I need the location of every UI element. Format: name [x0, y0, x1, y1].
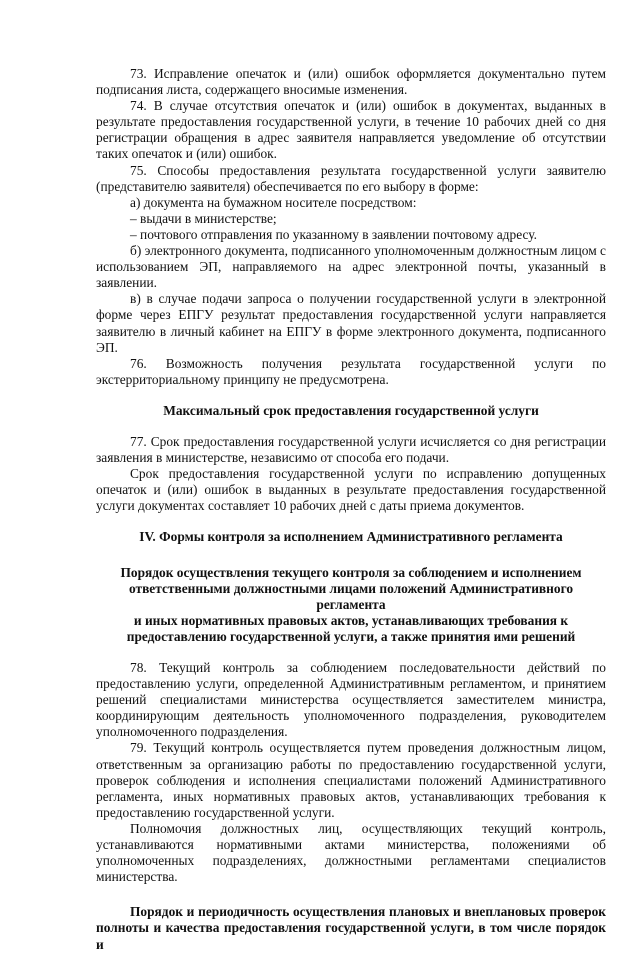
paragraph-75-b: б) электронного документа, подписанного уполномоченным должностным лицом с использованием ЭП, направляемого на адрес электронной почты, указанный в заявлении.	[96, 243, 606, 291]
paragraph-77: 77. Срок предоставления государственной услуги исчисляется со дня регистрации заявления в министерстве, независимо от способа его подачи.	[96, 433, 606, 466]
paragraph-78: 78. Текущий контроль за соблюдением последовательности действий по предоставлению услуги, определенной Административным регламентом, и принятием решений специалистами министерства осуществляется заместителем министра, координирующим деятельность уполномоченного подразделения, руководителем уполномоченного подразделения.	[96, 660, 606, 740]
heading-current-control-line-4: предоставлению государственной услуги, а также принятия ими решений	[126, 628, 576, 644]
paragraph-75: 75. Способы предоставления результата государственной услуги заявителю (представителю заявителя) обеспечивается по его выбору в форме:	[96, 162, 606, 194]
heading-section-4: IV. Формы контроля за исполнением Административного регламента	[139, 529, 563, 545]
paragraph-79: 79. Текущий контроль осуществляется путем проведения должностным лицом, ответственным за организацию работы по предоставлению государственной услуги, проверок соблюдения и исполнения специалистами положений Административного регламента, иных нормативных правовых актов, устанавливающих требования к предоставлению государственной услуги.	[96, 740, 606, 820]
paragraph-77-b: Срок предоставления государственной услуги по исправлению допущенных опечаток и (или) ошибок в выданных в результате предоставления государственной услуги документах составляет 10 рабочих дней с даты приема документов.	[96, 466, 606, 514]
paragraph-74: 74. В случае отсутствия опечаток и (или) ошибок в документах, выданных в результате предоставления государственной услуги, в течение 10 рабочих дней со дня регистрации обращения в адрес заявителя направляется уведомление об отсутствии таких опечаток и (или) ошибок.	[96, 98, 606, 162]
heading-periodic-checks: Порядок и периодичность осуществления плановых и внеплановых проверок полноты и качества предоставления государственной услуги, в том числе порядок и	[96, 904, 606, 952]
heading-max-term: Максимальный срок предоставления государственной услуги	[163, 402, 539, 418]
heading-current-control-line-3: и иных нормативных правовых актов, устанавливающих требования к	[133, 612, 569, 628]
paragraph-75-c: в) в случае подачи запроса о получении государственной услуги в электронной форме через ЕПГУ результат предоставления государственной услуги направляется заявителю в личный кабинет на ЕПГУ в форме электронного документа, подписанного ЭП.	[96, 291, 606, 355]
paragraph-75-a-1: – выдачи в министерстве;	[130, 210, 277, 226]
heading-current-control-line-2: ответственными должностными лицами положений Административного регламента	[128, 580, 574, 612]
paragraph-75-a-2: – почтового отправления по указанному в заявлении почтовому адресу.	[130, 226, 537, 242]
paragraph-79-b: Полномочия должностных лиц, осуществляющих текущий контроль, устанавливаются нормативными актами министерства, положениями об уполномоченных подразделениях, должностными регламентами специалистов министерства.	[96, 820, 606, 885]
paragraph-76: 76. Возможность получения результата государственной услуги по экстерриториальному принципу не предусмотрена.	[96, 355, 606, 387]
paragraph-75-a: а) документа на бумажном носителе посредством:	[130, 194, 417, 210]
paragraph-73: 73. Исправление опечаток и (или) ошибок оформляется документально путем подписания листа, содержащего вносимые изменения.	[96, 66, 606, 98]
heading-current-control-line-1: Порядок осуществления текущего контроля за соблюдением и исполнением	[120, 564, 582, 580]
